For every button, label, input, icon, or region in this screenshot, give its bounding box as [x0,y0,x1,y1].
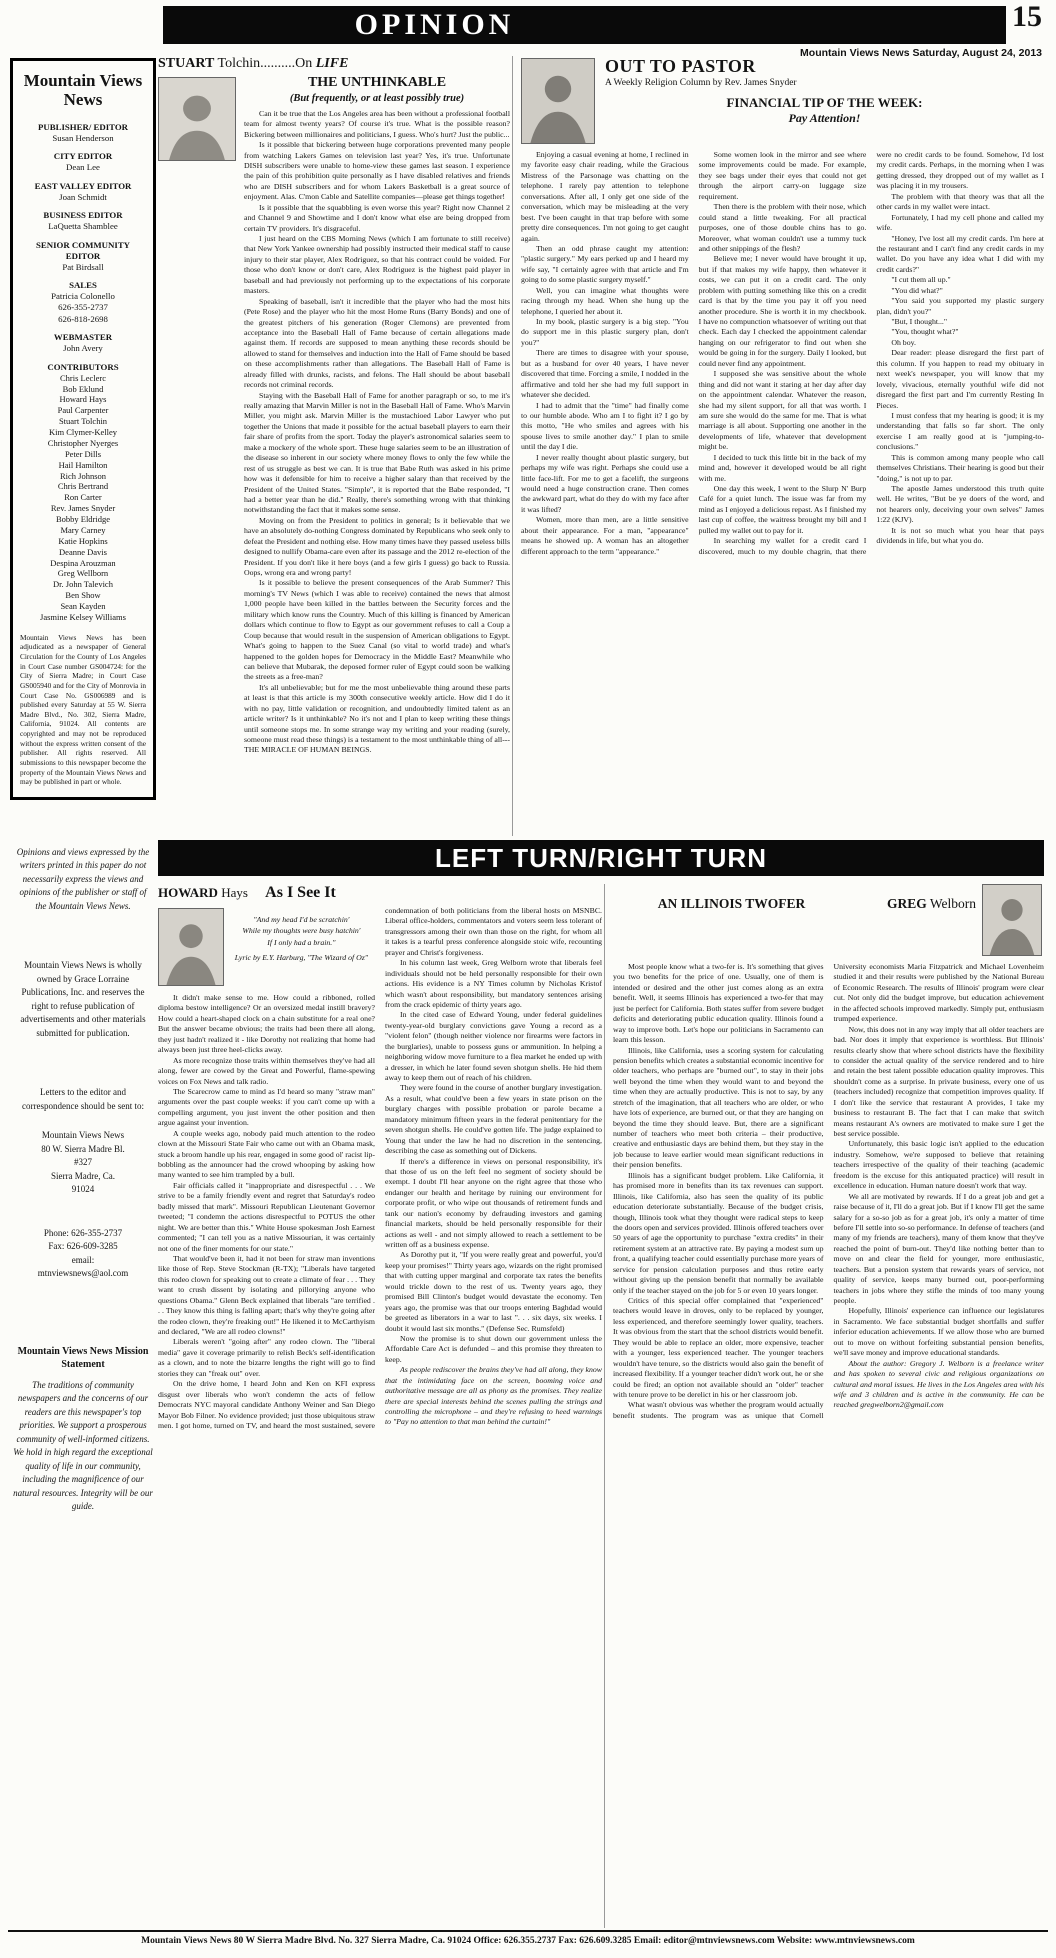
staff-name: LaQuetta Shamblee [48,221,118,232]
left-turn-right-turn-banner [158,840,1044,876]
ownership-statement: Mountain Views News is wholly owned by Grace Lorraine Publications, Inc. and reserves the right to refuse publication of advertisements and other materials submitted for publication. [20,960,146,1038]
masthead-box [10,58,156,800]
hays-lead-block [158,906,373,988]
staff-name: John Avery [63,343,103,354]
stuart-paragraph: Moving on from the President to politics in general; Is it believable that we have an absolutely do-nothing Congress dominated by Republicans who seek only to defeat the President and nothing else. How many times have they passed useless bills designed to nullify Obama-care even after its passage and the 2012 re-election of the President. If you don't like it here boys (and a few girls I guess) go back to Russia. Oops, wrong era and wrong party! [244,515,510,578]
hays-article-body [158,906,602,1920]
stuart-paragraph: Is it possible that the squabbling is even worse this year? Right now Channel 2 and Channel 9 and Showtime and I don't know what else are being dropped from certain TV providers. It's disgraceful. [244,202,510,233]
welborn-paragraph: Illinois, like California, uses a scoring system for calculating pension benefits which creates a substantial economic incentive for older teachers, who perhaps are "burned out", to stay in their jobs well beyond the time when they would want to and beyond the time when they are actually productive. This is not to say, by any stretch of the imagination, that all teachers who are older, or who have lots of experience, are burned out, or that they are hanging on beyond the time they should leave. But, there are a significant number of teachers who meet both criteria – their productive, creative and enthusiastic days are behind them, but they stay in the job because to leave earlier would mean significant reductions in their pension benefits. [613,1045,824,1170]
pastor-paragraph: Then there is the problem with their nose, which could stand a little tweaking. For all practical purposes, one of those double chins has to go. Moreover, what woman couldn't use a tummy tuck and other snippings of the flesh? [698,202,867,253]
contributors-heading: CONTRIBUTORS [47,361,119,372]
address-line: 80 W. Sierra Madre Bl. [41,1143,125,1154]
portrait-silhouette-icon [983,885,1041,955]
address-line: #327 [74,1157,92,1168]
hays-paragraph: That would've been it, had it not been for straw man inventions like those of Rep. Steve Stockman (R-TX); "Liberals have targeted this rodeo clown for speaking out to create a climate of fear . . . They want to crush dissent by isolating and pillorying anyone who questions Obama." Glenn Beck explained that liberals "are terrified . . . They know this thing is falling apart; that's why they're going after the rodeo clown, they're freaking out!" He likened it to McCarthyism and declared, "We are all rodeo clowns!" [158,1253,375,1336]
sales-phone: 626-355-2737 [58,302,108,313]
contributor-name: Chris Leclerc [59,372,107,383]
hays-paragraph: In his column last week, Greg Welborn wrote that liberals feel individuals should not be held personally responsible for their own actions. His evidence is a NY Times column by Nicholas Kristof which wasn't about responsibility, but mandatory sentences arising from the crack epidemic of thirty years ago. [385,958,602,1009]
sales-phone: 626-818-2698 [58,313,108,324]
staff-role: BUSINESS EDITOR [43,210,123,221]
pastor-paragraph: Dear reader: please disregard the first part of this column. If you happen to read my obituary in next week's newspaper, you will know that my lovely, vivacious, eternally youthful wife did not disregard the first part and I'm currently Resting In Pieces. [876,348,1044,410]
opinions-disclaimer: Opinions and views expressed by the writers printed in this paper do not necessarily express the views and opinions of the publisher or staff of the Mountain Views News. [16,846,150,911]
staff-role: CITY EDITOR [53,151,113,162]
stuart-paragraph: I just heard on the CBS Morning News (which I am fortunate to still receive) that New York Yankee ownership had possibly instructed their medical staff to cause injury to their star player, Alex Rodriguez, so that his contract could be voided. For those who don't know or don't care, Alex Rodriguez is the highest paid player in baseball and had previously not performing up to the expectations of his corporate masters. [244,234,510,296]
contributor-name: Deanne Davis [59,546,107,557]
pastor-paragraph: Some women look in the mirror and see where some improvements could be made. For example, they see bags under their eyes that could not get through the airport carry-on luggage size requirement. [698,150,867,201]
welborn-paragraph: Critics of this special offer complained that "experienced" teachers would leave in droves, only to be replaced by younger, less experienced, and therefore seemingly lower quality, teachers. It was obvious from the start that the school districts would benefit. They would be able to replace an older, more expensive, teacher with a younger, less experienced teacher. The younger teachers wouldn't have tenure, so the districts would also gain the benefit of increased flexibility. If a younger teacher didn't work out, he or she could be fired; an option not available should an "older" teacher with tenure prove to be derelict in his or her classroom job. [613,1296,824,1399]
staff-role: PUBLISHER/ EDITOR [37,122,129,133]
contributor-name: Howard Hays [59,394,107,405]
pastor-paragraph: Then an odd phrase caught my attention: "plastic surgery." My ears perked up and I heard my wife say, "I certainly agree with that article and I'm going to do some plastic surgery myself." [521,243,689,285]
article-stuart-tolchin-on-life [158,56,510,836]
hays-paragraph: They were found in the course of another burglary investigation. As a result, what could've been a few years in state prison on the burglary charges with possible probation or parole became a mandatory minimum fifteen years in the federal penitentiary for the seven shotgun shells. He could've gotten life. The judge explained to Young that under the law he had no discretion in the sentencing, describing the case as something out of Dickens. [385,1083,602,1156]
pastor-paragraph: Believe me; I never would have brought it up, but if that makes my wife happy, then whatever it costs, we can put it on a credit card. The only problem with putting something like this on a credit card is that by the time you pay it off you need another procedure. She is worth it in my checkbook. I have no compunction whatsoever of writing out that check. Each day I checked the appointment calendar hanging on our refrigerator to find out when she would be going in for the surgery. Daily I looked, but could never find any appointment. [698,254,867,368]
banner-title: LEFT TURN/RIGHT TURN [435,842,767,873]
hays-paragraph: The Scarecrow came to mind as I'd heard so many "straw man" arguments over the past couple weeks: if you can't come up with a compelling argument, you just invent the other position and then argue against your invention. [158,1086,375,1128]
hays-paragraph: Now the promise is to shut down our government unless the Affordable Care Act is defunded – and this promise they threaten to keep. [385,1333,602,1364]
pastor-titles [605,56,1044,126]
contributor-name: Bob Eklund [62,383,104,394]
pastor-paragraph: I decided to tuck this little bit in the back of my mind and, however it developed would be all right with me. [698,452,867,483]
masthead-sidebar [10,58,156,1928]
contributor-name: Ben Show [65,590,101,601]
welborn-paragraph: Hopefully, Illinois' experience can influence our legislatures in Sacramento. We face substantial budget shortfalls and suffer inferior education achievements. If we allow those who are burned out to move on without forfeiting substantial pension benefits, we'll save money and improve educational standards. [833,1306,1044,1358]
portrait-silhouette-icon [159,78,235,160]
pastor-paragraph: This is common among many people who call themselves Christians. Their hearing is good but their "doing," is not up to par. [876,452,1044,483]
pastor-header [521,56,1044,126]
welborn-paragraph: We all are motivated by rewards. If I do a great job and get a raise because of it, I'll do a great job. But if I know I'll get the same salary for a so-so job as for a great job, it's only a matter of time before I'll settle into so-so performance. In defense of teachers (and many of my friends are teachers), many of them know that they've reached the point of burn-out. They'd like nothing better than to move on and clear the field for younger, more enthusiastic, teachers. But a pension system that rewards years of service, not quality of service, keeps many burned out, poor-performing teachers in jobs where they stifle the minds of too many young people. [833,1191,1044,1305]
pastor-subtitle: A Weekly Religion Column by Rev. James Snyder [605,78,797,88]
footer-rule [8,1930,1048,1932]
hays-paragraph: As Dorothy put it, "If you were really great and powerful, you'd keep your promises!" Thirty years ago, wizards on the right promised that with cutting upper marginal and corporate tax rates the benefits would trickle down to the rest of us. Twenty years ago, they promised Bill Clinton's budget would devastate the economy. Ten years ago, the promise was that our troops entering Baghdad would be greeted as liberators in a war to last ". . . six days, six weeks. I doubt it would last six months." (Defense Sec. Rumsfeld) [385,1250,602,1333]
pastor-paragraph: "You said you supported my plastic surgery plan, didn't you?" [876,296,1044,316]
stuart-paragraph: Speaking of baseball, isn't it incredible that the player who had the most hits (Pete Rose) and the player who hit the most Home Runs (Barry Bonds) and one of the greatest pitchers of his generation (Roger Clemons) are prevented from acceptance into the Baseball Hall of Fame because of certain allegations made against them. If records are supposed to mean anything these records should be allowed to stand for themselves and induction into the Hall of Fame should be based on these accomplishments rather than allegations. The Baseball Hall of Fame is already filled with drunks, racists, and felons. The Hall should be about baseball records not criminal records. [244,296,510,390]
pastor-paragraph: One day this week, I went to the Slurp N' Burp Café for a quiet lunch. The issue was far from my mind as I enjoyed a delicious repast. As I finished my last cup of coffee, the waitress brought my bill and I pulled my wallet out to pay for it. [698,484,867,535]
welborn-paragraph: What wasn't obvious was whether the program would actually benefit students. The program was as unique that Cornell University economists Maria Fitzpatrick and Michael Lovenheim studied it and their results were published by the National Bureau of Economic Research. The results of Illinois' program were clear cut. Not only did the budget improve, but education achievement in the affected schools improved markedly. Simply put, enthusiasm trumped experience. [613,962,1044,1420]
contributor-name: Peter Dills [64,448,102,459]
section-title: OPINION [354,8,515,41]
contributor-name: Jasmine Kelsey Williams [40,611,126,622]
hays-paragraph: If there's a difference in views on personal responsibility, it's that those of us on the left feel no segment of society should be exempt. I doubt I'll hear anyone on the right agree that those who endanger our health and heritage by ruining our environment for corporate profit, or who wipe out thousands of retirement funds and tank our nation's economy by defrauding investors and gaming financial markets, should be held personally responsible for their actions as well - and not simply allowed to reach a settlement to be written off as a business expense. [385,1156,602,1249]
contact-line: email: [71,1254,95,1265]
contact-line: mtnviewsnews@aol.com [37,1268,129,1279]
contributor-name: Katie Hopkins [58,535,108,546]
address-line: 91024 [71,1184,95,1195]
pastor-paragraph: In my book, plastic surgery is a big step. "You do support me in this plastic surgery plan, don't you?" [521,317,689,347]
stuart-tolchin-photo [158,77,236,161]
staff-role: SENIOR COMMUNITY EDITOR [35,239,131,261]
hays-byline [158,884,602,902]
pastor-paragraph: Enjoying a casual evening at home, I reclined in my favorite easy chair reading, while the Gracious Mistress of the Parsonage was chatting on the telephone. I rarely pay attention to telephone conversations. After all, I only get one side of the conversation, which may be misleading at the very best. I've been caught in that trap before with some pretty dire consequences. I'm not going to get caught again. [521,150,689,243]
pastor-paragraph: "I cut them all up." [891,275,951,285]
pastor-subhead: Pay Attention! [788,111,861,125]
hays-closing-paragraph: As people rediscover the brains they've had all along, they know that the intimidating face on the screen, booming voice and authoritative message are all as phony as the promises. They realize there are special interests behind the scenes pulling the strings and controlling the microphone – and they're refusing to heed warnings to "Pay no attention to that man behind the curtain!" [385,1365,602,1427]
hays-paragraph: Liberals weren't "going after" any rodeo clown. The "liberal media" gave it coverage primarily to relish Beck's self-identification as a clown, and to note the bizarre lengths the right will go to find stories they can "freak out" over. [158,1337,375,1378]
pastor-paragraph: It is not so much what you hear that pays dividends in life, but what you do. [876,525,1044,546]
staff-name: Joan Schmidt [59,191,107,202]
pastor-headline: FINANCIAL TIP OF THE WEEK: [726,95,923,110]
contributor-name: Dr. John Talevich [53,579,113,590]
contributor-name: Rich Johnson [59,470,107,481]
pastor-paragraph: The apostle James understood this truth quite well. He writes, "But be ye doers of the word, and not hearers only, deceiving your own selves" James 1:22 (KJV). [876,484,1044,525]
hays-paragraph: A couple weeks ago, nobody paid much attention to the rodeo clown at the Missouri State Fair who came out with an Obama mask, stuck a broom handle up his rear, engaged in some good ol' racist lip-bobbling as the announcer had the crowd whooping by asking how many wanted to see him trampled by a bull. [158,1128,375,1180]
page-number: 15 [1012,0,1042,33]
staff-name: Pat Birdsall [62,261,104,272]
article-howard-hays-as-i-see-it [158,884,602,1928]
welborn-headline: AN ILLINOIS TWOFER [657,896,806,911]
contributor-name: Paul Carpenter [57,405,109,416]
welborn-paragraph: About the author: Gregory J. Welborn is a freelance writer and has spoken to several civic and religious organizations on cultural and moral issues. He lives in the Los Angeles area with his wife and 3 children and is active in the community. He can be reached gregwelborn2@gmail.com [833,1358,1044,1410]
hays-paragraph: It didn't make sense to me. How could a ribboned, rolled diploma bestow intelligence? Or an oversized medal instill bravery? How could a heart-shaped clock on a chain substitute for a real one? But the answer became obvious; the traits had been there all along, they just hadn't realized it - like Dorothy not realizing that home had always been just three heel-clicks away. [158,993,375,1055]
contact-line: Fax: 626-609-3285 [48,1241,118,1252]
pastor-paragraph: Well, you can imagine what thoughts were racing through my head. When she hung up the telephone, I queried her about it. [521,285,689,316]
staff-name: Susan Henderson [52,133,114,144]
howard-hays-photo [158,908,224,986]
mailing-address [10,1129,156,1197]
pastor-paragraph: "You did what?" [891,285,943,295]
epigraph-line: Lyric by E.Y. Harburg, "The Wizard of Oz" [234,952,369,962]
stuart-headline: THE UNTHINKABLE [307,74,447,90]
stuart-paragraph: Staying with the Baseball Hall of Fame for another paragraph or so, to me it's really amazing that Marvin Miller is not in the Baseball Hall of Fame. Who's Marvin Miller, you might ask. Marvin Miller is the mustachioed Labor Lawyer who put together the Unions that made it possible for the actual baseball players to earn their fair share of profits from the sport. Today the player's astronomical salaries seem to make a mockery of the whole sport. These huge salaries seem to be an illustration of the disease so inherent in our society where money flows to only the few while the rest of us struggle as best we can. It is true that Babe Ruth was asked in his prime how was it defensible for him to receive a higher salary than that received by the President of the United States. "Simple", it is reported that the Babe responded, "I had a better year than he did." Really, there's something wrong with that thinking notwithstanding the fact that it makes some sense. [244,390,510,515]
mission-statement-text: The traditions of community newspapers and the concerns of our readers are this newspaper's top priorities. We support a prosperous community of well-informed citizens. We hold in high regard the exceptional quality of life in our community, including the magnificence of our natural resources. Integrity will be our guide. [13,1379,153,1512]
article-out-to-pastor [512,56,1044,836]
opinion-section-banner [163,6,1006,44]
author-first-name: GREG [886,896,927,911]
epigraph-line: If I only had a brain." [267,937,336,947]
welborn-paragraph: Illinois has a significant budget problem. Like California, it has promised more in benefits than its tax revenues can support. Illinois, like California, also has seen the quality of its public education deteriorate substantially. Because of the budget crisis, though, Illinois took what they thought were radical steps to keep the doors open and services provided. Illinois offered teachers over 50 years of age the opportunity to purchase "extra credits" in their retirement system at an attractive rate. By paying a modest sum up front, a qualifying teacher could essentially purchase more years of service for pension calculation purposes and thus retire early without giving up the pension benefit that normally be available only if the teacher stayed on the job for 5 or even 10 years longer. [613,1170,824,1295]
hays-paragraph: In the cited case of Edward Young, under federal guidelines twenty-year-old burglary convictions gave Young a record as a "violent felon" (though neither violence nor firearms were factors in the burglaries), unable to possess guns or ammunition. In helping a neighboring widow move furniture to a flea market he ended up with a dresser, in which he later found seven shotgun shells. He hid them away to keep them out of reach of his children. [385,1010,602,1082]
stuart-subhead: (But frequently, or at least possibly true) [289,92,465,104]
contributor-name: Mary Carney [60,524,106,535]
contributor-name: Kim Clymer-Kelley [48,427,118,438]
author-first-name: STUART [158,56,215,71]
staff-role: SALES [69,280,97,291]
pastor-paragraph: "But, I thought..." [891,317,948,326]
contributor-name: Bobby Eldridge [55,514,111,525]
hays-paragraph: Fair officials called it "inappropriate and disrespectful . . . We strive to be a family friendly event and regret that Saturday's rodeo badly missed that mark". Missouri Republican Lieutenant Governor tweeted; "I condemn the actions disrespectful to POTUS the other night. We are better than this." White House spokesman Josh Earnest commented; "I can tell you as a native Missourian, it was certainly not one of the finer moments for our state." [158,1180,375,1253]
pastor-article-body [521,150,1044,828]
pastor-paragraph: In searching my wallet for a credit card I discovered, much to my double chagrin, that there were no credit cards to be found. Somehow, I'd lost my credit cards. Perhaps, in the morning when I was getting dressed, they dropped out of my wallet as I was placing it in my trousers. [698,150,1044,556]
address-line: Sierra Madre, Ca. [51,1170,115,1181]
newspaper-title: Mountain Views News [23,71,143,110]
contact-line: Phone: 626-355-2737 [43,1227,123,1238]
contributors-list [19,373,147,623]
stuart-byline [158,56,510,73]
contributor-name: Hail Hamilton [58,459,108,470]
pastor-paragraph: There are times to disagree with your spouse, but as a husband for over 40 years, I have never discovered that time. Forcing a smile, I nodded in the affirmative and told her she had my full support in whatever she decided. [521,348,689,400]
pastor-paragraph: I had to admit that the "time" had finally come to our humble abode. Who am I to fight it? I go by this motto, "He who smiles and agrees with his spouse lives to smile another day." I plan to smile until the day I die. [521,400,689,452]
pastor-paragraph: I must confess that my hearing is good; it is my understanding that falls so far short. The only exercise I am really good at is "jumping-to-conclusions." [876,410,1044,452]
adjudication-text: Mountain Views News has been adjudicated as a newspaper of General Circulation for the County of Los Angeles in Court Case number GS004724: for the City of Sierra Madre; in Court Case GS005940 and for the City of Monrovia in Court Case No. GS006989 and is published every Saturday at 55 W. Sierra Madre Blvd., No. 302, Sierra Madre, California, 91024. All contents are copyrighted and may not be reproduced without the express written consent of the publisher. All rights reserved. All submissions to this newspaper become the property of the Mountain Views News and may be published in part or whole. [20,632,146,787]
address-line: Mountain Views News [41,1130,125,1141]
epigraph-line: While my thoughts were busy hatchin' [242,926,361,936]
author-last-name: Tolchin..........On [214,56,316,71]
mission-statement-title: Mountain Views News Mission Statement [17,1345,149,1370]
pastor-paragraph: "Honey, I've lost all my credit cards. I'm here at the restaurant and I can't find any credit cards in my wallet. Do you have any idea what I did with my credit cards?" [876,233,1044,274]
page-footer: Mountain Views News 80 W Sierra Madre Blvd. No. 327 Sierra Madre, Ca. 91024 Office: 626.355.2737 Fax: 626.609.3285 Email: editor@mtnviewsnews.com Website: www.mtnviewsnews.com [141,1936,915,1946]
pastor-paragraph: I supposed she was sensitive about the whole thing and did not want it staring at her day after day on the appointment calendar. Whatever the reason, she had my silent support, for all that was worth. I am sure she would do the same for me. That is what marriage is all about. Supporting one another in the developments of life, whatever that development might be. [698,369,867,452]
contributor-name: Chris Bertrand [57,481,109,492]
column-name: As I See It [265,884,336,901]
hays-paragraph: As more recognize those traits within themselves they've had all along, fewer are cowed by the Great and Powerful, flame-spewing voices on Fox News and talk radio. [158,1055,375,1086]
welborn-paragraph: Unfortunately, this basic logic isn't applied to the education industry. Somehow, we're supposed to believe that retaining teachers irrespective of the quality of their teaching (academic freedom is the excuse for this antiquated practice) will result in excellence in education. Human nature doesn't work that way. [833,1139,1044,1191]
pastor-paragraph: "You, thought what?" [891,327,959,337]
dateline: Mountain Views News Saturday, August 24, 2013 [800,47,1042,59]
staff-name: Dean Lee [66,162,100,173]
stuart-paragraph: Is it possible to believe the present consequences of the Arab Summer? This morning's TV News (which I was able to receive) contained the news that almost 1,000 people have been killed in the battles between the Security forces and the military which know runs the Country. Much of this killing is financed by American dollars which continue to flow to Egypt as our government refuses to call a Coup a Coup because that would result in the suspension of American obligations to Egypt. What's going to happen to the Suez Canal (so vital to world trade) and what's happened to the golden hopes for Democracy in the Middle East? Meanwhile who can believe that Mubarak, the deposed former ruler of Egypt could soon be walking the streets as a free-man? [244,578,510,682]
pastor-paragraph: Women, more than men, are a little sensitive about their appearance. For a man, "appearance" means he showed up. A woman has an altogether different approach to the term "appearance." [521,515,689,556]
staff-role: EAST VALLEY EDITOR [34,180,132,191]
contributor-name: Rev. James Snyder [50,503,116,514]
contributor-name: Ron Carter [64,492,102,503]
contributor-name: Despina Arouzman [50,557,116,568]
column-name: LIFE [315,56,349,71]
welborn-article-body [613,962,1044,1918]
stuart-paragraph: Can it be true that the Los Angeles area has been without a professional football team for almost twenty years? Of course it's true. What is the possible reason? Bickering between millionaires and politicians, I guess. Who's hurt? Just the public... [244,108,510,139]
author-last-name: Welborn [926,896,976,911]
pastor-paragraph: The problem with that theory was that all the other cards in my wallet were intact. [876,191,1044,212]
staff-role: WEBMASTER [53,332,113,343]
portrait-silhouette-icon [159,909,223,985]
stuart-paragraph: It's all unbelievable; but for me the most unbelievable thing around these parts at least is that this article is my 300th consecutive weekly article. How did I do it with no pay, little validation or recognition, and undoubtedly limited talent as an article writer? Is it unthinkable? No it's not and I plan to keep writing these things until someone stops me. In some strange way my writing and your reading (surely, someone must read these things) is a testament to the most unthinkable thing of all---THE MIRACLE OF HUMAN BEINGS. [244,682,510,755]
welborn-header [613,884,1044,962]
greg-welborn-photo [982,884,1042,956]
pastor-paragraph: Fortunately, I had my cell phone and called my wife. [876,212,1044,233]
welborn-paragraph: Now, this does not in any way imply that all older teachers are bad. Nor does it imply that experience is worthless. But Illinois' results clearly show that where school districts have the flexibility to consider the actual quality of the service rendered and to hire and retain the best talent possible education quality improves. This shouldn't come as a surprise. In private business, every one of us (teachers included) recognize that competition improves quality. If I don't like the service that restaurant A provides, I take my business to restaurant B. The fact that I can make that switch means restaurant A's owners are motivated to make sure I get the best service possible. [833,1024,1044,1138]
welborn-paragraph: Most people know what a two-fer is. It's something that gives you two benefits for the price of one. Usually, one of them is intended or desired and the other just comes along as an extra benefit. Well, it seems Illinois has experienced a two-fer that may just be perfect for California. Both states suffer from severe budget deficits and deteriorating public education quality. Illinois found a way to improve both. Let's hope our politicians in Sacramento can learn this lesson. [613,962,824,1045]
letters-instruction: Letters to the editor and correspondence should be sent to: [22,1087,144,1111]
james-snyder-photo [521,58,595,144]
article-greg-welborn-illinois-twofer [604,884,1044,1928]
portrait-silhouette-icon [522,59,594,143]
stuart-paragraph: Is it possible that bickering between huge corporations prevented many people from watching Lakers Games on television last year? Yes, it's true. Unfortunate DISH subscribers were unable to home-view these games last season. I experience the pain of this prohibition quite personally as I have disabled relatives and friends who are DISH subscribers and for whom Lakers Basketball is a great source of enjoyment. Alas. C'mon Cable and Satellite companies—please get things together! [244,140,510,202]
contributor-name: Stuart Tolchin [58,416,108,427]
contributor-name: Greg Wellborn [57,568,109,579]
staff-name: Patricia Colonello [51,291,115,302]
pastor-paragraph: I never really thought about plastic surgery, but perhaps my wife was right. Perhaps she could use a little face-lift. For me to get a facelift, the surgeons would need a huge construction crane. Then comes the awkward part, what do they do with my face after it was lifted? [521,452,689,514]
author-last-name: Hays [217,885,248,900]
hays-paragraph: On the drive home, I heard John and Ken on KFI express disgust over liberals who won't condemn the acts of fellow Democrats NYC mayoral candidate Anthony Weiner and San Diego Mayor Bob Filner. No evidence provided; just those ubiquitous straw men. I got home, turned on TV, and heard the most sustained, severe condemnation of both politicians from the liberal hosts on MSNBC. Liberal office-holders, commentators and voters seem less tolerant of transgressors among their own than those on the right, for whom all it takes is a tearful press conference alongside stoic wife, recounting prayer and Christ's forgiveness. [158,906,602,1430]
contributor-name: Sean Kayden [60,601,106,612]
epigraph-line: "And my head I'd be scratchin' [253,915,350,924]
stuart-article-body [244,109,510,821]
pastor-paragraph: Oh boy. [891,337,916,347]
pastor-kicker: OUT TO PASTOR [605,56,756,76]
contact-block [10,1227,156,1281]
welborn-byline [887,896,976,912]
author-first-name: HOWARD [158,885,218,900]
contributor-name: Christopher Nyerges [47,437,119,448]
